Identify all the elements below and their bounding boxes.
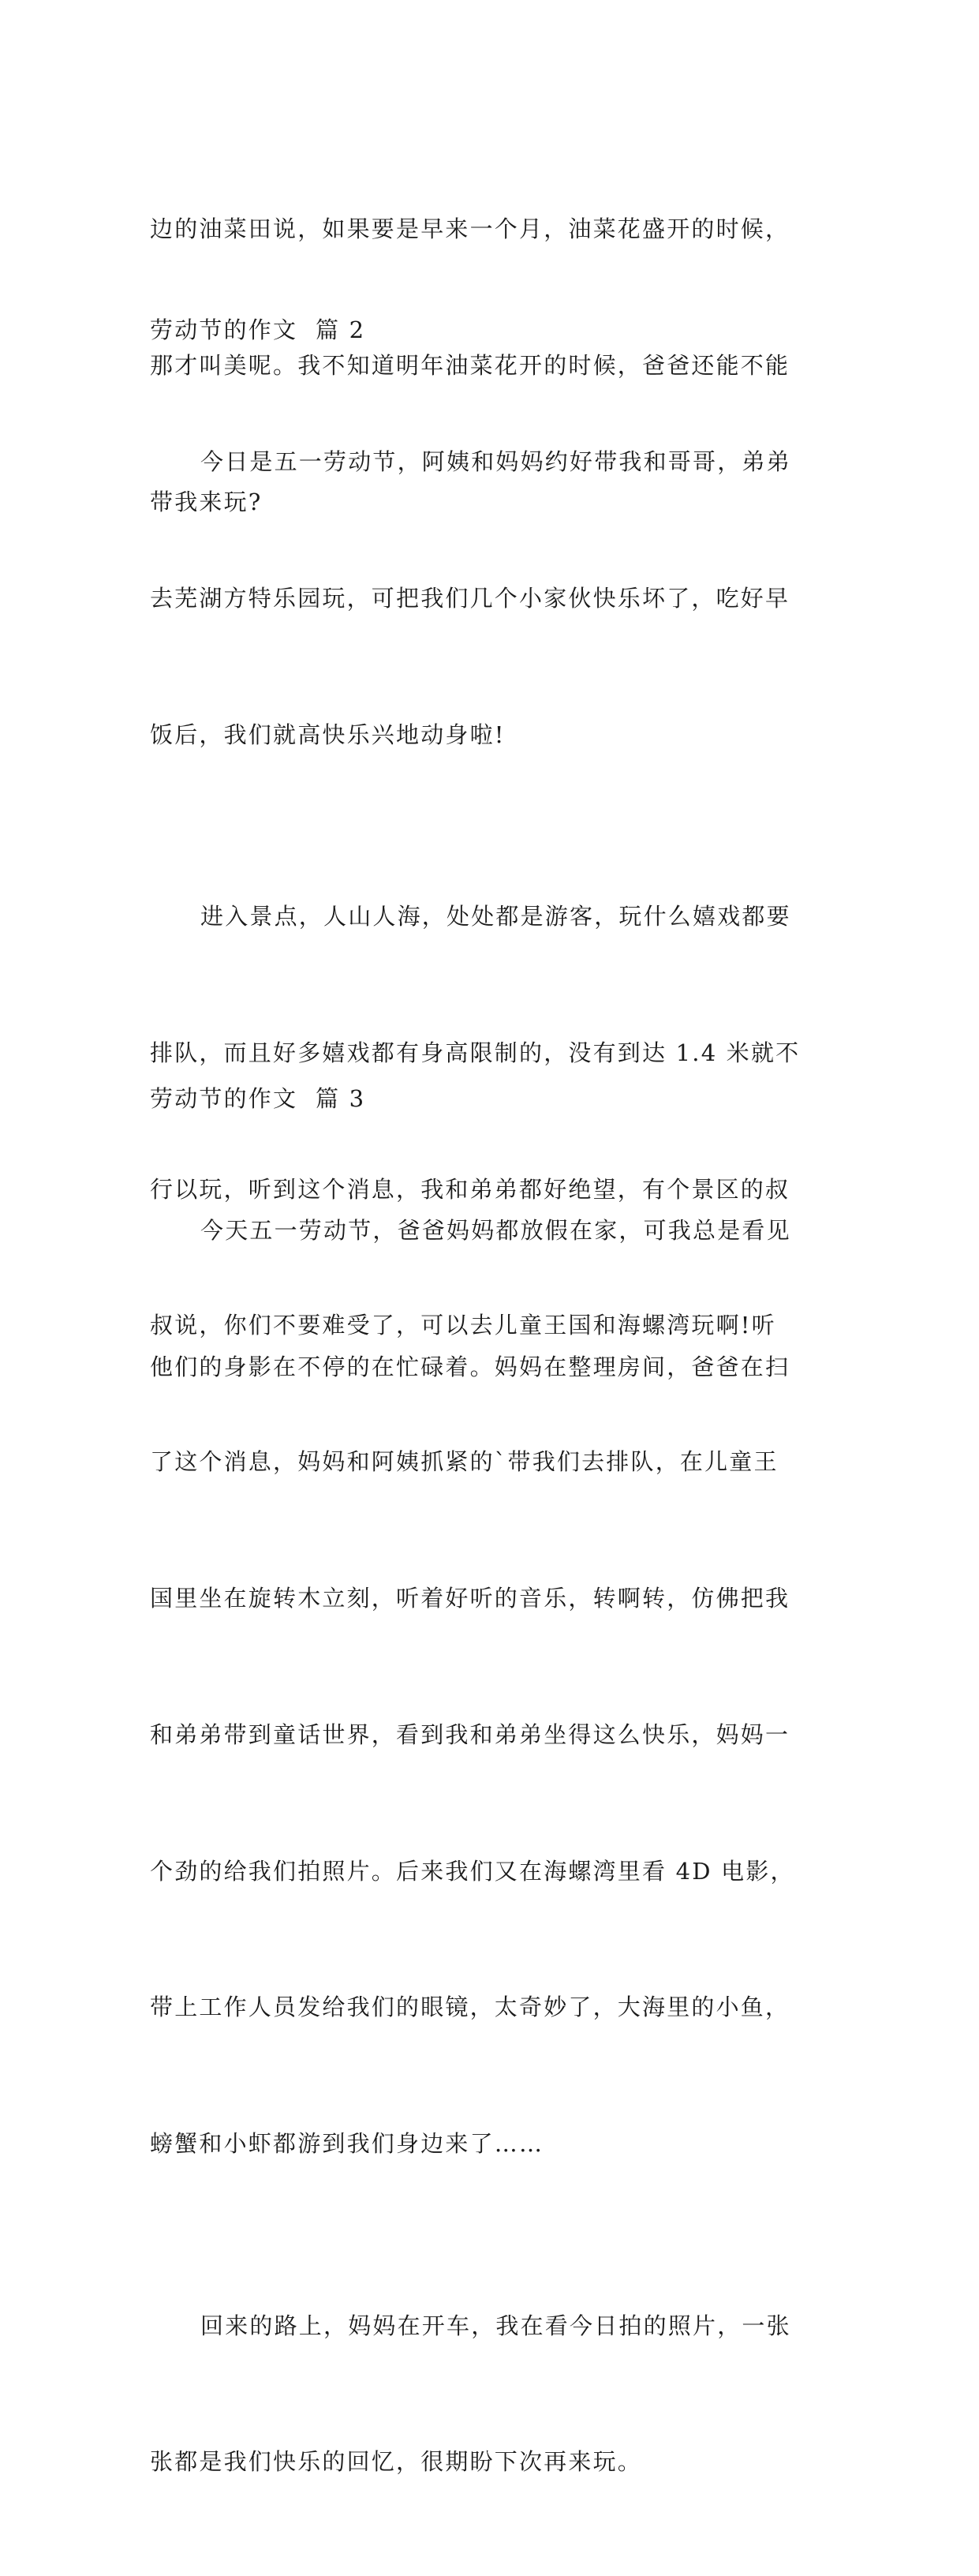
text-line: 回来的路上，妈妈在开车，我在看今日拍的照片，一张 xyxy=(200,2312,791,2339)
text-line: 那才叫美呢。我不知道明年油菜花开的时候，爸爸还能不能 xyxy=(150,351,790,379)
text-line: 今天五一劳动节，爸爸妈妈都放假在家，可我总是看见 xyxy=(200,1217,791,1245)
section-heading: 劳动节的作文 篇 3 xyxy=(150,1085,366,1112)
text-line: 去芜湖方特乐园玩，可把我们几个小家伙快乐坏了，吃好早 xyxy=(150,584,790,612)
text-line: 张都是我们快乐的回忆，很期盼下次再来玩。 xyxy=(150,2448,643,2476)
text-line: 叔说，你们不要难受了，可以去儿童王国和海螺湾玩啊!听 xyxy=(150,1312,776,1339)
text-line: 行以玩，听到这个消息，我和弟弟都好绝望，有个景区的叔 xyxy=(150,1175,790,1203)
text-line: 螃蟹和小虾都游到我们身边来了…… xyxy=(150,2130,544,2158)
section-heading: 劳动节的作文 篇 2 xyxy=(150,316,366,343)
text-line: 了这个消息，妈妈和阿姨抓紧的`带我们去排队，在儿童王 xyxy=(150,1448,779,1476)
section-3-body xyxy=(150,1118,844,1481)
text-line: 带上工作人员发给我们的眼镜，太奇妙了，大海里的小鱼， xyxy=(150,1994,790,2021)
text-line: 排队，而且好多嬉戏都有身高限制的，没有到达 1.4 米就不 xyxy=(150,1039,801,1066)
text-line: 国里坐在旋转木立刻，听着好听的音乐，转啊转，仿佛把我 xyxy=(150,1585,790,1612)
text-line: 他们的身影在不停的在忙碌着。妈妈在整理房间，爸爸在扫 xyxy=(150,1353,790,1380)
text-line: 今日是五一劳动节，阿姨和妈妈约好带我和哥哥，弟弟 xyxy=(200,448,791,476)
text-line: 个劲的给我们拍照片。后来我们又在海螺湾里看 4D 电影， xyxy=(150,1857,795,1885)
text-line: 进入景点，人山人海，处处都是游客，玩什么嬉戏都要 xyxy=(200,903,791,930)
text-line: 和弟弟带到童话世界，看到我和弟弟坐得这么快乐，妈妈一 xyxy=(150,1720,790,1748)
text-line: 边的油菜田说，如果要是早来一个月，油菜花盛开的时候， xyxy=(150,215,790,243)
text-line: 饭后，我们就高快乐兴地动身啦! xyxy=(150,721,506,748)
text-line: 带我来玩? xyxy=(150,488,263,515)
